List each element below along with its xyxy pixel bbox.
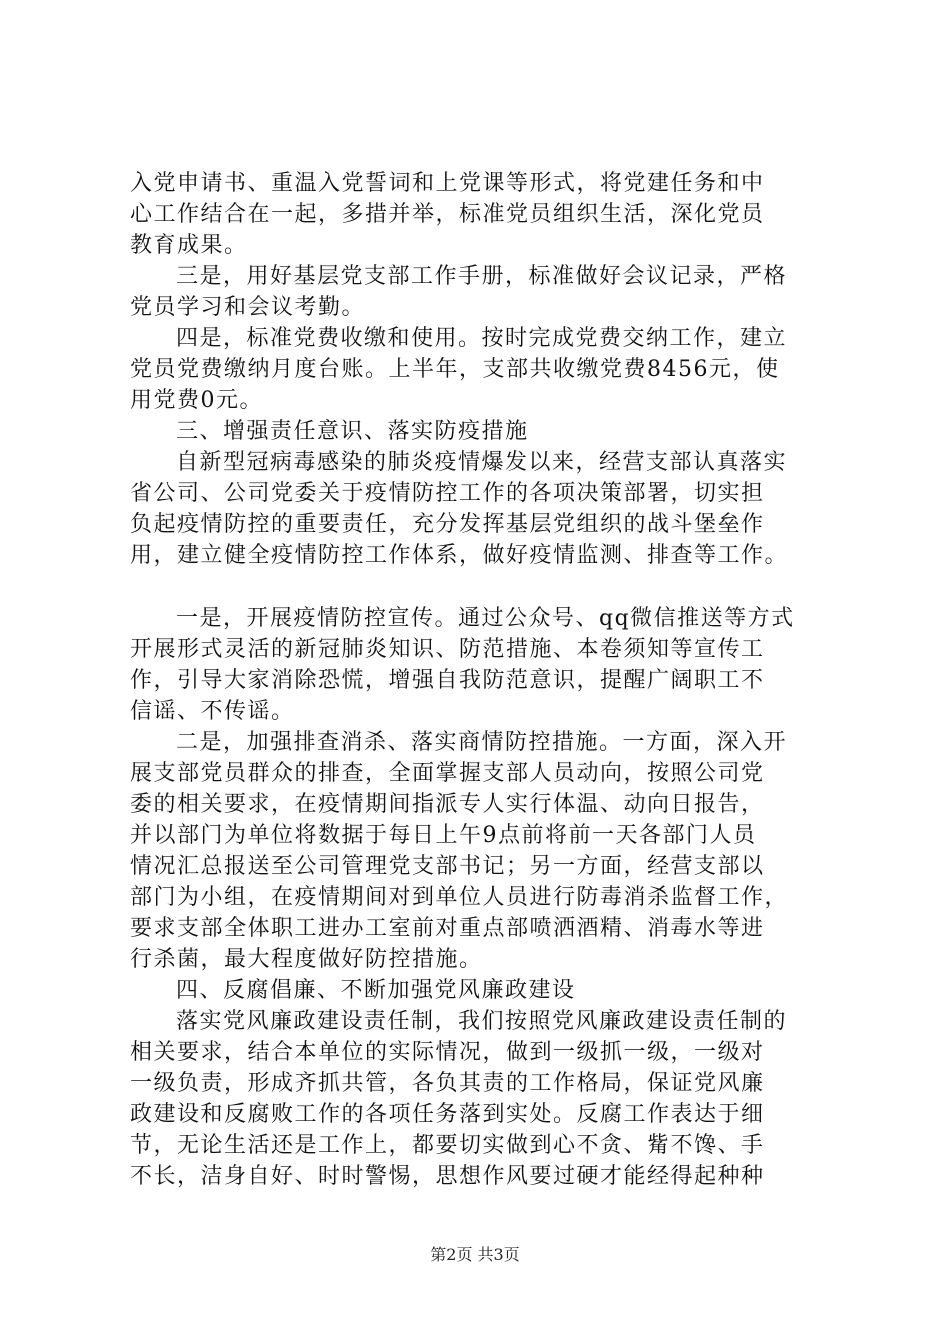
section-heading: 四、反腐倡廉、不断加强党风廉政建设 — [176, 978, 576, 1003]
paragraph-start: 一是，开展疫情防控宣传。通过公众号、qq微信推送等方式 — [176, 606, 795, 631]
text-line: 并以部门为单位将数据于每日上午9点前将前一天各部门人员 — [130, 823, 757, 848]
text-line: 教育成果。 — [130, 233, 248, 258]
paragraph-start: 自新型冠病毒感染的肺炎疫情爆发以来，经营支部认真落实 — [176, 450, 788, 475]
text-line: 节，无论生活还是工作上，都要切实做到心不贪、觜不馋、手 — [130, 1133, 765, 1158]
text-line: 展支部党员群众的排查，全面掌握支部人员动向，按照公司党 — [130, 761, 765, 786]
text-line: 委的相关要求，在疫情期间指派专人实行体温、动向日报告， — [130, 792, 765, 817]
page-number-footer: 第2页 共3页 — [430, 1245, 520, 1264]
text-line: 党员学习和会议考勤。 — [130, 295, 366, 320]
text-line: 负起疫情防控的重要责任，充分发挥基层党组织的战斗堡垒作 — [130, 512, 765, 537]
text-line: 入党申请书、重温入党誓词和上党课等形式，将党建任务和中 — [130, 171, 765, 196]
document-body — [130, 168, 830, 1192]
text-line: 信谣、不传谣。 — [130, 699, 295, 724]
text-line: 部门为小组，在疫情期间对到单位人员进行防毒消杀监督工作， — [130, 885, 789, 910]
text-line: 心工作结合在一起，多措并举，标准党员组织生活，深化党员 — [130, 202, 765, 227]
text-line: 相关要求，结合本单位的实际情况，做到一级抓一级，一级对 — [130, 1040, 765, 1065]
text-line: 一级负责，形成齐抓共管，各负其责的工作格局，保证党风廉 — [130, 1071, 765, 1096]
paragraph-gap — [130, 571, 830, 603]
text-line: 党员党费缴纳月度台账。上半年，支部共收缴党费8456元，使 — [130, 357, 780, 382]
text-line: 政建设和反腐败工作的各项任务落到实处。反腐工作表达于细 — [130, 1102, 765, 1127]
paragraph-start: 三是，用好基层党支部工作手册，标准做好会议记录，严格 — [176, 264, 788, 289]
paragraph-start: 二是，加强排查消杀、落实商情防控措施。一方面，深入开 — [176, 730, 788, 755]
text-line: 作，引导大家消除恐慌，增强自我防范意识，提醒广阔职工不 — [130, 668, 765, 693]
paragraph-start: 落实党风廉政建设责任制，我们按照党风廉政建设责任制的 — [176, 1009, 788, 1034]
text-line: 行杀菌，最大程度做好防控措施。 — [130, 947, 483, 972]
text-line: 不长，洁身自好、时时警惕，思想作风要过硬才能经得起种种 — [130, 1164, 765, 1189]
text-line: 要求支部全体职工进办工室前对重点部喷洒酒精、消毒水等进 — [130, 916, 765, 941]
text-line: 省公司、公司党委关于疫情防控工作的各项决策部署，切实担 — [130, 481, 765, 506]
paragraph-start: 四是，标准党费收缴和使用。按时完成党费交纳工作，建立 — [176, 326, 788, 351]
text-line: 用党费0元。 — [130, 388, 263, 413]
text-line: 开展形式灵活的新冠肺炎知识、防范措施、本卷须知等宣传工 — [130, 637, 765, 662]
text-line: 用，建立健全疫情防控工作体系，做好疫情监测、排查等工作。 — [130, 543, 789, 568]
text-line: 情况汇总报送至公司管理党支部书记；另一方面，经营支部以 — [130, 854, 765, 879]
section-heading: 三、增强责任意识、落实防疫措施 — [176, 419, 529, 444]
